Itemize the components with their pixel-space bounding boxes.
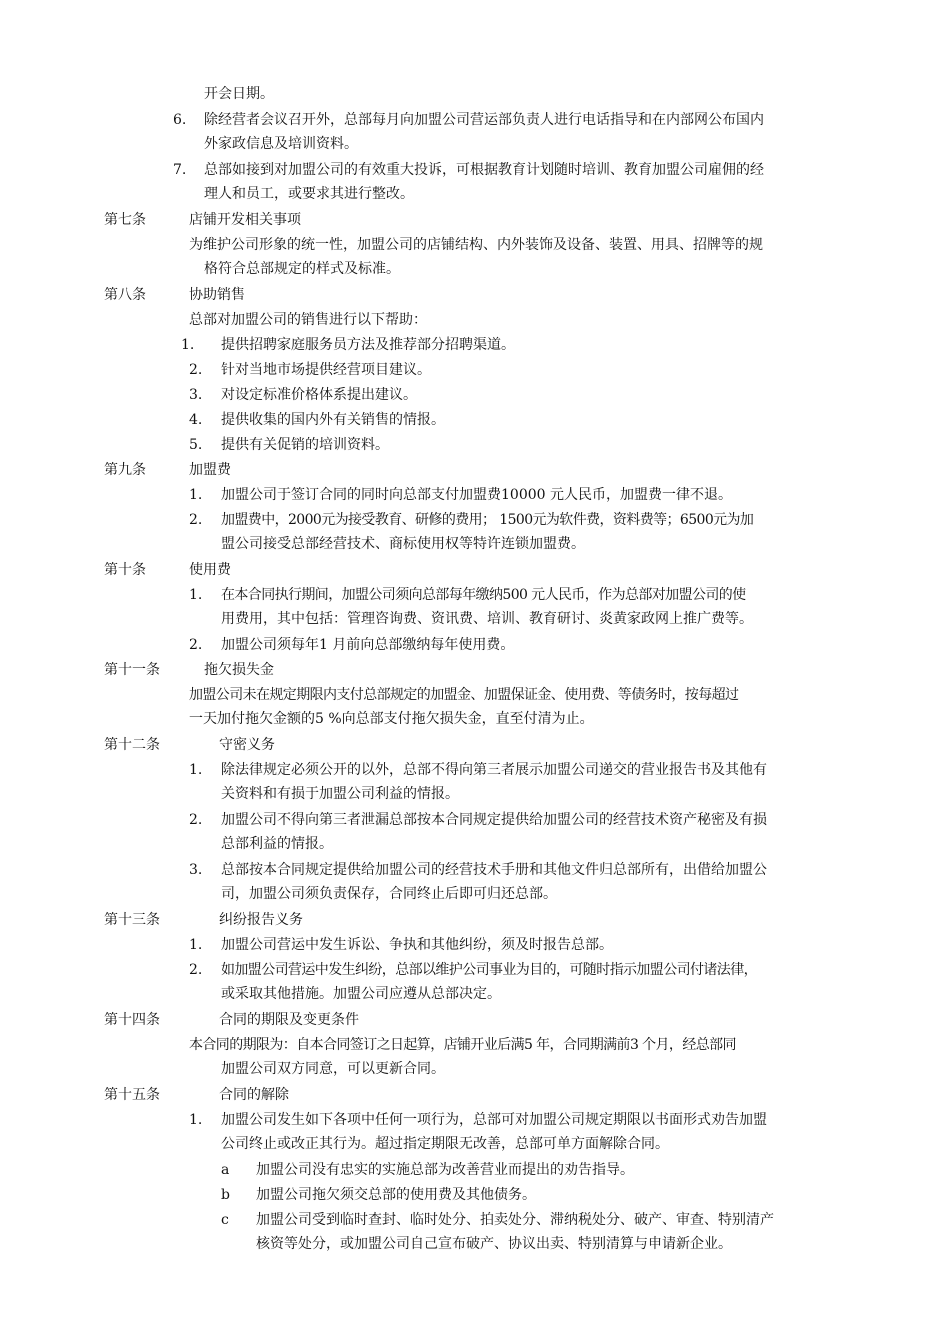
article-13-item-1-text: 加盟公司营运中发生诉讼、争执和其他纠纷，须及时报告总部。 xyxy=(221,937,613,953)
article-13-item-2-number: 2. xyxy=(189,962,203,978)
article-9-title: 加盟费 xyxy=(189,462,231,478)
article-9-label: 第九条 xyxy=(104,462,146,478)
article-8-item-1-number: 1. xyxy=(181,337,195,353)
item-6-number: 6. xyxy=(173,112,187,128)
article-15-item-1-number: 1. xyxy=(189,1112,203,1128)
article-8-title: 协助销售 xyxy=(189,287,245,303)
article-13-item-1-number: 1. xyxy=(189,937,203,953)
article-7-label: 第七条 xyxy=(104,212,146,228)
item-6-text: 除经营者会议召开外，总部每月向加盟公司营运部负责人进行电话指导和在内部网公布国内 xyxy=(204,112,764,128)
article-12-item-1-text-cont: 关资料和有损于加盟公司利益的情报。 xyxy=(221,786,459,802)
article-14-paragraph-cont: 加盟公司双方同意，可以更新合同。 xyxy=(221,1061,445,1077)
article-10-item-1-number: 1. xyxy=(189,587,203,603)
article-9-item-1-text: 加盟公司于签订合同的同时向总部支付加盟费10000 元人民币，加盟费一律不退。 xyxy=(221,487,732,503)
article-9-item-2-text-cont: 盟公司接受总部经营技术、商标使用权等特许连锁加盟费。 xyxy=(221,536,585,552)
article-12-item-2-text: 加盟公司不得向第三者泄漏总部按本合同规定提供给加盟公司的经营技术资产秘密及有损 xyxy=(221,812,767,828)
article-8-intro: 总部对加盟公司的销售进行以下帮助： xyxy=(189,312,427,328)
article-8-item-2-text: 针对当地市场提供经营项目建议。 xyxy=(221,362,431,378)
article-14-label: 第十四条 xyxy=(104,1012,160,1028)
article-13-title: 纠纷报告义务 xyxy=(219,912,303,928)
article-9-item-2-text: 加盟费中，2000元为接受教育、研修的费用； 1500元为软件费，资料费等；6500元为加 xyxy=(221,512,754,528)
article-8-item-4-number: 4. xyxy=(189,412,203,428)
article-15-title: 合同的解除 xyxy=(219,1087,289,1103)
article-8-item-4-text: 提供收集的国内外有关销售的情报。 xyxy=(221,412,445,428)
article-12-item-3-number: 3. xyxy=(189,862,203,878)
article-8-item-5-text: 提供有关促销的培训资料。 xyxy=(221,437,389,453)
article-10-item-1-text: 在本合同执行期间，加盟公司须向总部每年缴纳500 元人民币，作为总部对加盟公司的使 xyxy=(221,587,746,603)
article-15-sub-b-letter: b xyxy=(221,1187,230,1203)
article-9-item-1-number: 1. xyxy=(189,487,203,503)
article-10-item-1-text-cont: 用费用，其中包括：管理咨询费、资讯费、培训、教育研讨、炎黄家政网上推广费等。 xyxy=(221,611,753,627)
article-7-paragraph-cont: 格符合总部规定的样式及标准。 xyxy=(204,261,400,277)
article-13-item-2-text: 如加盟公司营运中发生纠纷，总部以维护公司事业为目的，可随时指示加盟公司付诸法律， xyxy=(221,962,757,978)
article-12-label: 第十二条 xyxy=(104,737,160,753)
article-15-sub-b-text: 加盟公司拖欠须交总部的使用费及其他债务。 xyxy=(256,1187,536,1203)
article-8-item-2-number: 2. xyxy=(189,362,203,378)
item-7-text-cont: 理人和员工，或要求其进行整改。 xyxy=(204,186,414,202)
article-10-label: 第十条 xyxy=(104,562,146,578)
article-13-item-2-text-cont: 或采取其他措施。加盟公司应遵从总部决定。 xyxy=(221,986,501,1002)
article-15-item-1-text-cont: 公司终止或改正其行为。超过指定期限无改善，总部可单方面解除合同。 xyxy=(221,1136,669,1152)
article-11-label: 第十一条 xyxy=(104,662,160,678)
article-7-paragraph: 为维护公司形象的统一性，加盟公司的店铺结构、内外装饰及设备、装置、用具、招牌等的规 xyxy=(189,237,763,253)
article-10-item-2-number: 2. xyxy=(189,637,203,653)
article-8-item-1-text: 提供招聘家庭服务员方法及推荐部分招聘渠道。 xyxy=(221,337,515,353)
article-8-label: 第八条 xyxy=(104,287,146,303)
article-12-item-3-text: 总部按本合同规定提供给加盟公司的经营技术手册和其他文件归总部所有，出借给加盟公 xyxy=(221,862,767,878)
article-8-item-5-number: 5. xyxy=(189,437,203,453)
article-15-sub-c-text-cont: 核资等处分，或加盟公司自己宣布破产、协议出卖、特别清算与申请新企业。 xyxy=(256,1236,732,1252)
article-12-item-2-number: 2. xyxy=(189,812,203,828)
article-12-item-1-number: 1. xyxy=(189,762,203,778)
article-15-sub-a-letter: a xyxy=(221,1162,230,1178)
item-6-text-cont: 外家政信息及培训资料。 xyxy=(204,136,358,152)
item-7-number: 7. xyxy=(173,162,187,178)
article-12-item-1-text: 除法律规定必须公开的以外，总部不得向第三者展示加盟公司递交的营业报告书及其他有 xyxy=(221,762,767,778)
article-15-label: 第十五条 xyxy=(104,1087,160,1103)
article-15-sub-c-text: 加盟公司受到临时查封、临时处分、拍卖处分、滞纳税处分、破产、审查、特别清产 xyxy=(256,1212,774,1228)
article-8-item-3-number: 3. xyxy=(189,387,203,403)
article-11-paragraph-cont: 一天加付拖欠金额的5 %向总部支付拖欠损失金，直至付清为止。 xyxy=(189,711,594,727)
article-12-title: 守密义务 xyxy=(219,737,275,753)
article-12-item-2-text-cont: 总部利益的情报。 xyxy=(221,836,333,852)
article-10-title: 使用费 xyxy=(189,562,231,578)
article-8-item-3-text: 对设定标准价格体系提出建议。 xyxy=(221,387,417,403)
article-15-item-1-text: 加盟公司发生如下各项中任何一项行为，总部可对加盟公司规定期限以书面形式劝告加盟 xyxy=(221,1112,767,1128)
item-7-text: 总部如接到对加盟公司的有效重大投诉，可根据教育计划随时培训、教育加盟公司雇佣的经 xyxy=(204,162,764,178)
article-15-sub-a-text: 加盟公司没有忠实的实施总部为改善营业而提出的劝告指导。 xyxy=(256,1162,634,1178)
item-5-continuation: 开会日期。 xyxy=(204,86,274,102)
article-15-sub-c-letter: c xyxy=(221,1212,229,1228)
article-12-item-3-text-cont: 司，加盟公司须负责保存，合同终止后即可归还总部。 xyxy=(221,886,557,902)
article-14-title: 合同的期限及变更条件 xyxy=(219,1012,359,1028)
article-7-title: 店铺开发相关事项 xyxy=(189,212,301,228)
article-9-item-2-number: 2. xyxy=(189,512,203,528)
article-10-item-2-text: 加盟公司须每年1 月前向总部缴纳每年使用费。 xyxy=(221,637,515,653)
article-11-paragraph: 加盟公司未在规定期限内支付总部规定的加盟金、加盟保证金、使用费、等债务时，按每超过 xyxy=(189,687,739,703)
article-14-paragraph: 本合同的期限为：自本合同签订之日起算，店铺开业后满5 年，合同期满前3 个月，经总部同 xyxy=(189,1037,736,1053)
article-11-title: 拖欠损失金 xyxy=(204,662,274,678)
article-13-label: 第十三条 xyxy=(104,912,160,928)
